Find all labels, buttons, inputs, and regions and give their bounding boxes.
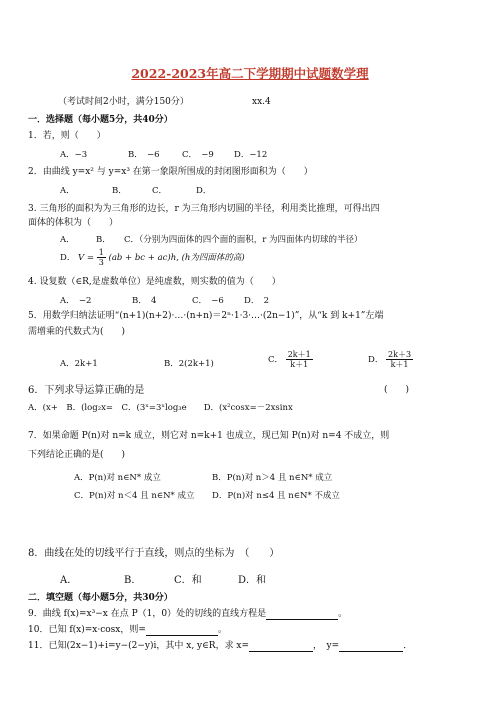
q7-option-b: B．P(n)对 n＞4 且 n∈N* 成立 bbox=[212, 473, 333, 483]
q1-option-c: C． −9 bbox=[182, 150, 214, 160]
q7-option-c: C．P(n)对 n＜4 且 n∈N* 成立 bbox=[74, 491, 195, 501]
section1-heading: 一．选择题（每小题5分，共40分） bbox=[28, 115, 173, 125]
q10-answer-blank[interactable] bbox=[146, 625, 218, 636]
q1-option-a: A．−3 bbox=[60, 150, 88, 160]
q5-option-c-label: C． bbox=[268, 355, 284, 365]
section2-heading: 二．填空题（每小题5分，共30分） bbox=[28, 593, 173, 603]
q8-option-b: B． bbox=[124, 575, 142, 586]
q5-option-d-num: 2k＋3 bbox=[388, 350, 412, 359]
q3-option-c: C．（分别为四面体的四个面的面积，r 为四面体内切球的半径） bbox=[124, 235, 363, 245]
q9-end: 。 bbox=[338, 609, 348, 619]
q11-y-blank[interactable] bbox=[339, 641, 403, 652]
q10-line bbox=[28, 625, 227, 636]
q9-answer-blank[interactable] bbox=[266, 609, 338, 620]
q7-stem-line1: 7．如果命题 P(n)对 n=k 成立，则它对 n=k+1 也成立，现已知 P(n)对 n=4 不成立，则 bbox=[28, 431, 390, 441]
q4-stem: 4. 设复数（∈R,是虚数单位）是纯虚数，则实数的值为（ ） bbox=[28, 277, 281, 287]
q9-line bbox=[28, 609, 347, 620]
q3-option-d-label: D． bbox=[60, 253, 76, 263]
q2-stem: 2．由曲线 y=x² 与 y=x³ 在第一象限所围成的封闭图形面积为（ ） bbox=[28, 167, 313, 177]
q5-option-c-num: 2k＋1 bbox=[287, 350, 311, 359]
q2-option-b: B． bbox=[112, 186, 127, 196]
q2-option-d: D． bbox=[196, 186, 212, 196]
q4-option-a: A． −2 bbox=[60, 296, 92, 306]
q7-option-a: A．P(n)对 n∈N* 成立 bbox=[74, 473, 161, 483]
q3-stem-line1: 3. 三角形的面积为为三角形的边长，r 为三角形内切圆的半径，利用类比推理，可得出四 bbox=[28, 204, 380, 214]
q7-stem-line2: 下列结论正确的是( ) bbox=[28, 450, 126, 460]
q11-line bbox=[28, 641, 412, 652]
q5-option-c-fraction bbox=[286, 350, 313, 369]
q5-option-d-den: k＋1 bbox=[386, 359, 413, 369]
q11-x-blank[interactable] bbox=[249, 641, 313, 652]
q4-option-c: C． −6 bbox=[192, 296, 224, 306]
q9-stem: 9．曲线 f(x)=x³−x 在点 P（1，0）处的切线的直线方程是 bbox=[28, 609, 267, 619]
q3-option-d bbox=[60, 248, 245, 267]
q3-option-d-rest: (ab + bc + ac)h, (h为四面体的高) bbox=[108, 253, 245, 263]
q3-option-a: A． bbox=[60, 235, 75, 245]
exam-info: （考试时间2小时，满分150分） bbox=[58, 97, 189, 107]
q6-answer-paren: ( ) bbox=[384, 385, 410, 395]
q4-option-d: D． 2 bbox=[244, 296, 269, 306]
q8-option-d: D．和 bbox=[238, 575, 267, 586]
q3-fraction-den: 3 bbox=[98, 258, 104, 267]
q2-option-a: A． bbox=[60, 186, 75, 196]
q3-stem-line2: 面体的体积为（ ） bbox=[28, 218, 119, 228]
q1-option-b: B． −6 bbox=[128, 150, 160, 160]
q1-option-d: D．−12 bbox=[234, 150, 268, 160]
q1-stem: 1．若，则（ ） bbox=[28, 131, 106, 141]
q11-mid: ， y= bbox=[313, 641, 340, 651]
q3-fraction bbox=[97, 248, 106, 267]
q6-stem: 6．下列求导运算正确的是 bbox=[28, 385, 145, 396]
q10-stem: 10．已知 f(x)=x·cosx，则= bbox=[28, 625, 146, 635]
q3-option-d-expr: V = bbox=[78, 253, 97, 263]
q8-option-a: A． bbox=[60, 575, 78, 586]
q11-end: ． bbox=[403, 641, 413, 651]
q6-options: A．(x+ B．(log₂x= C．(3ˣ=3ˣlog₃e D．(x²cosx=－2xsinx bbox=[28, 403, 293, 413]
q3-option-b: B． bbox=[96, 235, 111, 245]
q5-option-c-den: k＋1 bbox=[286, 359, 313, 369]
q5-option-d bbox=[368, 350, 413, 369]
page-title: 2022-2023年高二下学期期中试题数学理 bbox=[131, 66, 369, 81]
q5-option-b: B．2(2k+1) bbox=[164, 359, 214, 369]
q10-end: 。 bbox=[217, 625, 227, 635]
q5-stem-line1: 5．用数学归纳法证明“(n+1)(n+2)·…·(n+n)＝2ⁿ·1·3·…·(2n−1)”，从“k 到 k+1”左端 bbox=[28, 311, 384, 321]
q8-stem: 8．曲线在处的切线平行于直线，则点的坐标为 （ ） bbox=[28, 548, 280, 559]
q5-stem-line2: 需增乘的代数式为( ) bbox=[28, 327, 126, 337]
q5-option-d-label: D． bbox=[368, 355, 384, 365]
exam-date: xx.4 bbox=[252, 97, 271, 107]
q8-option-c: C．和 bbox=[174, 575, 202, 586]
q3-fraction-num: 1 bbox=[98, 248, 104, 257]
q5-option-d-fraction bbox=[386, 350, 413, 369]
q11-stem: 11．已知(2x−1)+i=y−(2−y)i，其中 x, y∈R，求 x= bbox=[28, 641, 250, 651]
q2-option-c: C． bbox=[152, 186, 168, 196]
q5-option-c bbox=[268, 350, 313, 369]
q4-option-b: B． 4 bbox=[132, 296, 157, 306]
q5-option-a: A．2k+1 bbox=[60, 359, 98, 369]
q7-option-d: D．P(n)对 n≤4 且 n∈N* 不成立 bbox=[212, 491, 340, 501]
